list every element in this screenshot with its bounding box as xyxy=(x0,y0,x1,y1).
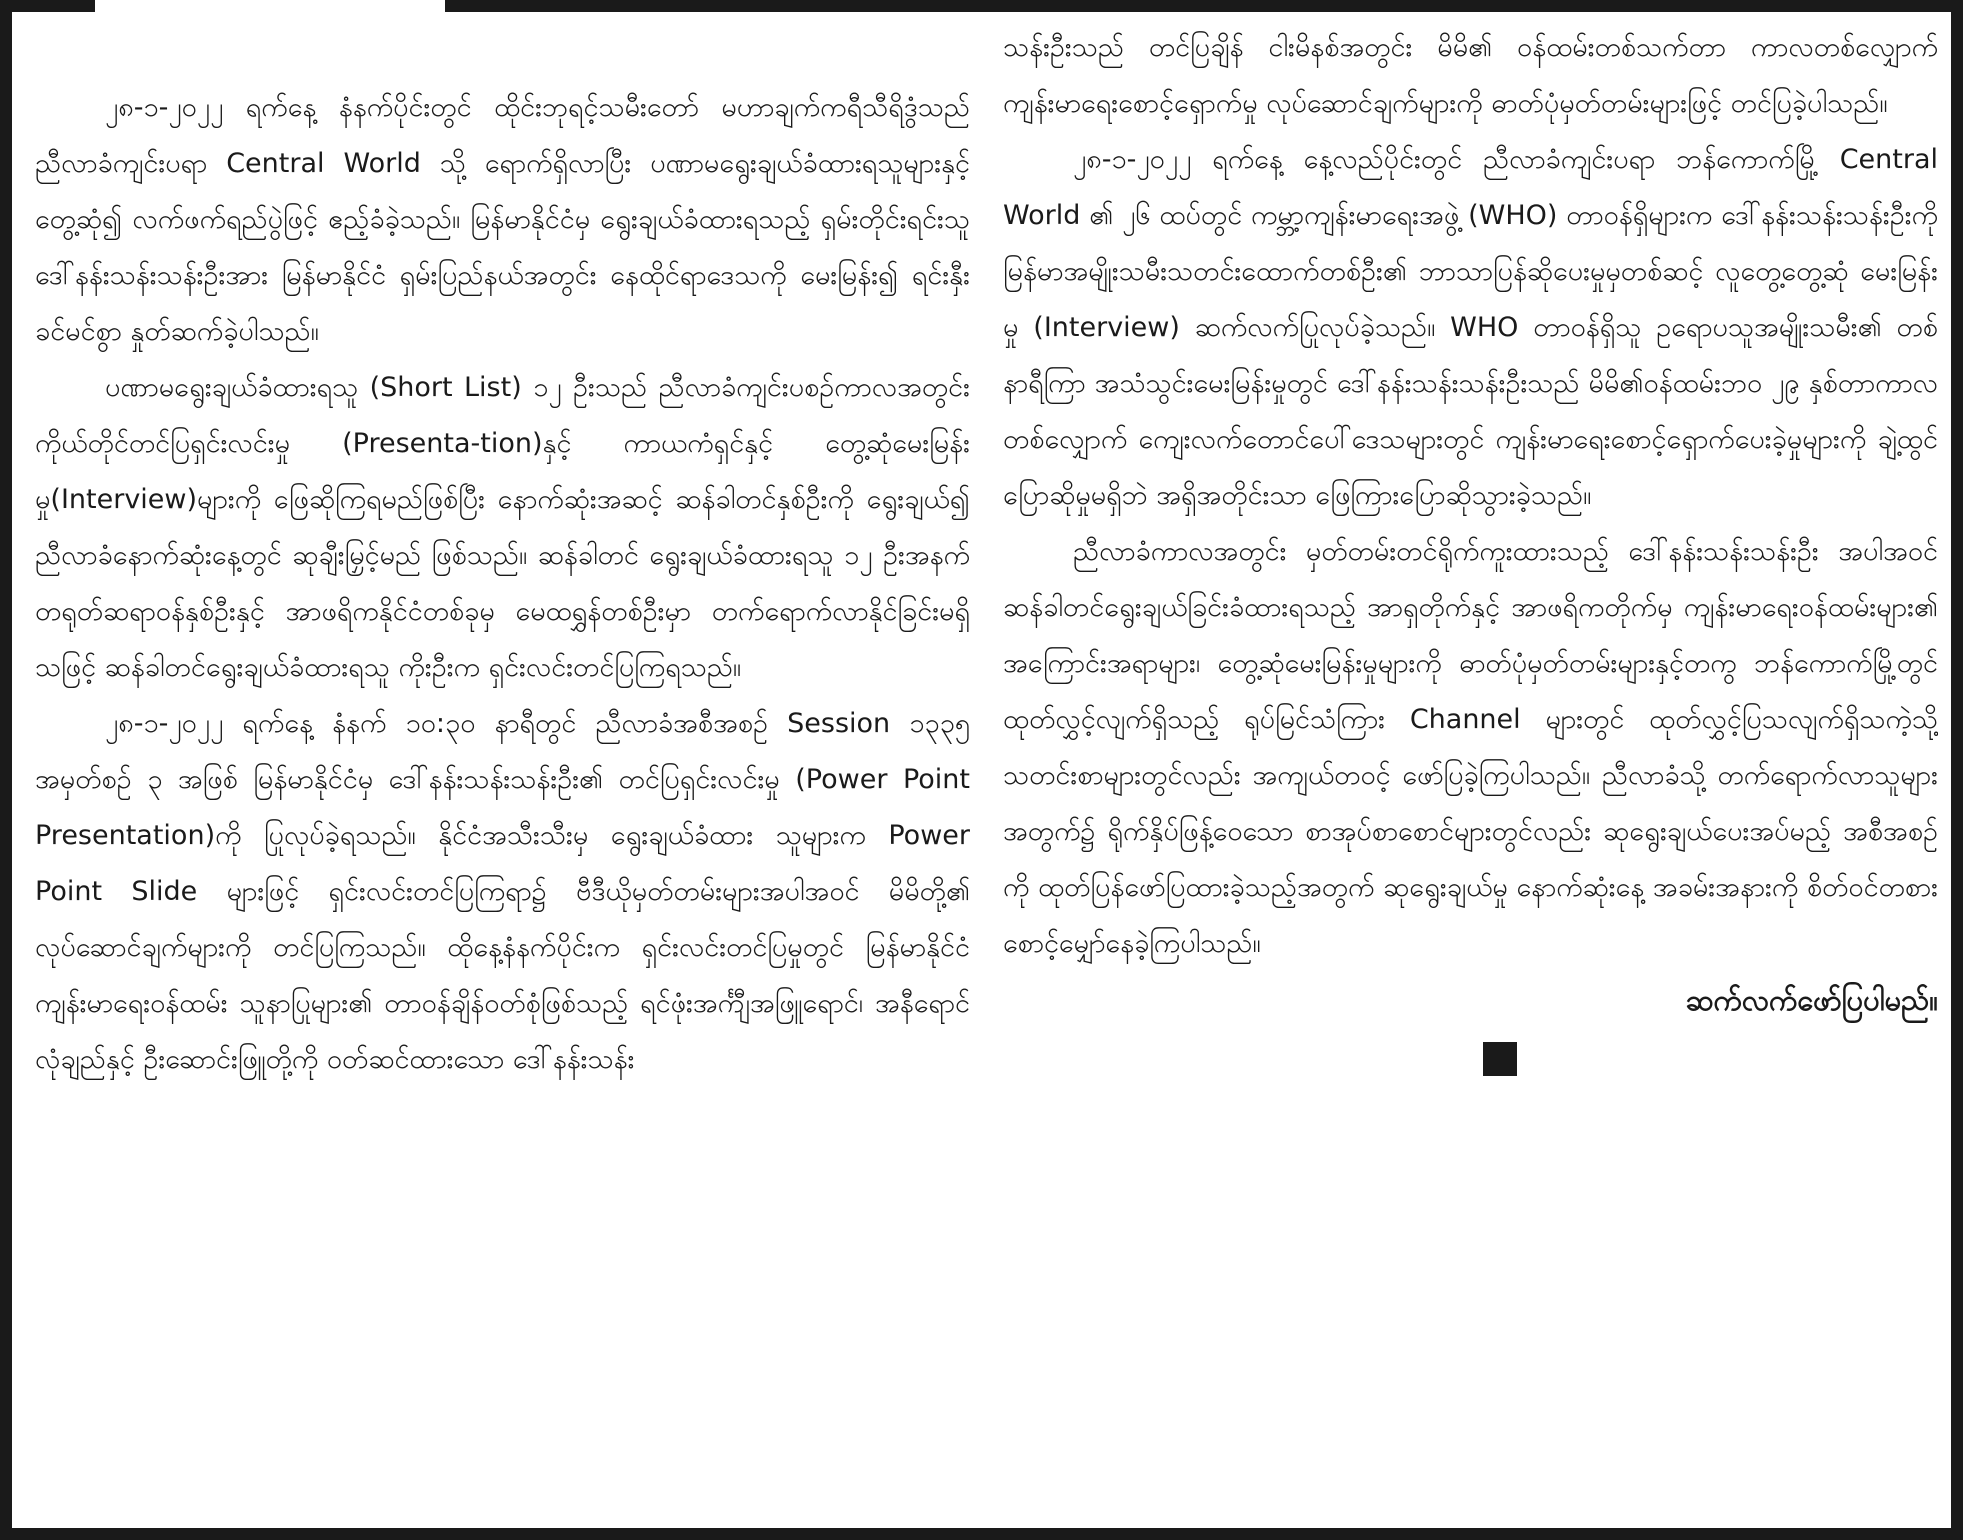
paragraph-3: ၂၈-၁-၂၀၂၂ ရက်နေ့ နံနက် ၁၀:၃၀ နာရီတွင် ညီလာခံအစီအစဉ် Session ၁၃၃၅ အမှတ်စဉ် ၃ အဖြစ် မြန်မာနိုင်ငံမှ ဒေါ်နန်းသန်းသန်းဦး၏ တင်ပြရှင်းလင်းမှု (Power Point Presentation)ကို ပြုလုပ်ခဲ့ရသည်။ နိုင်ငံအသီးသီးမှ ရွေးချယ်ခံထား သူများက Power Point Slide များဖြင့် ရှင်းလင်းတင်ပြကြရာ၌ ဗီဒီယိုမှတ်တမ်းများအပါအဝင် မိမိတို့၏ လုပ်ဆောင်ချက်များကို တင်ပြကြသည်။ ထိုနေ့နံနက်ပိုင်းက ရှင်းလင်းတင်ပြမှုတွင် မြန်မာနိုင်ငံကျန်းမာရေးဝန်ထမ်း သူနာပြုများ၏ တာဝန်ချိန်ဝတ်စုံဖြစ်သည့် ရင်ဖုံးအင်္ကျီအဖြူရောင်၊ အနီရောင်လုံချည်နှင့် ဦးဆောင်းဖြူတို့ကို ဝတ်ဆင်ထားသော ဒေါ်နန်းသန်း xyxy=(35,708,970,1075)
top-border-right xyxy=(445,0,1963,12)
right-column xyxy=(1003,20,1938,1510)
paragraph-2: ပဏာမရွေးချယ်ခံထားရသူ (Short List) ၁၂ ဦးသည် ညီလာခံကျင်းပစဉ်ကာလအတွင်း ကိုယ်တိုင်တင်ပြရှင်းလင်းမှု (Presenta-tion)နှင့် ကာယကံရှင်နှင့် တွေ့ဆုံမေးမြန်းမှု(Interview)များကို ဖြေဆိုကြရမည်ဖြစ်ပြီး နောက်ဆုံးအဆင့် ဆန်ခါတင်နှစ်ဦးကို ရွေးချယ်၍ ညီလာခံနောက်ဆုံးနေ့တွင် ဆုချီးမြှင့်မည် ဖြစ်သည်။ ဆန်ခါတင် ရွေးချယ်ခံထားရသူ ၁၂ ဦးအနက် တရုတ်ဆရာဝန်နှစ်ဦးနှင့် အာဖရိကနိုင်ငံတစ်ခုမှ မေထရွှန်တစ်ဦးမှာ တက်ရောက်လာနိုင်ခြင်းမရှိသဖြင့် ဆန်ခါတင်ရွေးချယ်ခံထားရသူ ကိုးဦးက ရှင်းလင်းတင်ပြကြရသည်။ xyxy=(35,372,970,683)
top-border-left xyxy=(0,0,95,12)
paragraph-6: ညီလာခံကာလအတွင်း မှတ်တမ်းတင်ရိုက်ကူးထားသည့် ဒေါ်နန်းသန်းသန်းဦး အပါအဝင် ဆန်ခါတင်ရွေးချယ်ခြင်းခံထားရသည့် အာရှတိုက်နှင့် အာဖရိကတိုက်မှ ကျန်းမာရေးဝန်ထမ်းများ၏ အကြောင်းအရာများ၊ တွေ့ဆုံမေးမြန်းမှုများကို ဓာတ်ပုံမှတ်တမ်းများနှင့်တကွ ဘန်ကောက်မြို့တွင် ထုတ်လွှင့်လျက်ရှိသည့် ရုပ်မြင်သံကြား Channel များတွင် ထုတ်လွှင့်ပြသလျက်ရှိသကဲ့သို့ သတင်းစာများတွင်လည်း အကျယ်တဝင့် ဖော်ပြခဲ့ကြပါသည်။ ညီလာခံသို့ တက်ရောက်လာသူများအတွက်၌ ရိုက်နှိပ်ဖြန့်ဝေသော စာအုပ်စာစောင်များတွင်လည်း ဆုရွေးချယ်ပေးအပ်မည့် အစီအစဉ်ကို ထုတ်ပြန်ဖော်ပြထားခဲ့သည့်အတွက် ဆုရွေးချယ်မှု နောက်ဆုံးနေ့ အခမ်းအနားကို စိတ်ဝင်တစား စောင့်မျှော်နေခဲ့ကြပါသည်။ xyxy=(1003,536,1938,959)
left-column xyxy=(35,80,970,1510)
paragraph-1: ၂၈-၁-၂၀၂၂ ရက်နေ့ နံနက်ပိုင်းတွင် ထိုင်းဘုရင့်သမီးတော် မဟာချက်ကရီသီရိဒွံသည် ညီလာခံကျင်းပရာ Central World သို့ ရောက်ရှိလာပြီး ပဏာမရွေးချယ်ခံထားရသူများနှင့် တွေ့ဆုံ၍ လက်ဖက်ရည်ပွဲဖြင့် ဧည့်ခံခဲ့သည်။ မြန်မာနိုင်ငံမှ ရွေးချယ်ခံထားရသည့် ရှမ်းတိုင်းရင်းသူ ဒေါ်နန်းသန်းသန်းဦးအား မြန်မာနိုင်ငံ ရှမ်းပြည်နယ်အတွင်း နေထိုင်ရာဒေသကို မေးမြန်း၍ ရင်းနှီးခင်မင်စွာ နှုတ်ဆက်ခဲ့ပါသည်။ xyxy=(35,92,970,347)
end-square-icon xyxy=(1483,1042,1517,1076)
paragraph-4: သန်းဦးသည် တင်ပြချိန် ငါးမိနစ်အတွင်း မိမိ၏ ဝန်ထမ်းတစ်သက်တာ ကာလတစ်လျှောက် ကျန်းမာရေးစောင့်ရှောက်မှု လုပ်ဆောင်ချက်များကို ဓာတ်ပုံမှတ်တမ်းများဖြင့် တင်ပြခဲ့ပါသည်။ xyxy=(1003,32,1938,119)
continued-note: ဆက်လက်ဖော်ပြပါမည်။ xyxy=(1685,983,1938,1017)
paragraph-5: ၂၈-၁-၂၀၂၂ ရက်နေ့ နေ့လည်ပိုင်းတွင် ညီလာခံကျင်းပရာ ဘန်ကောက်မြို့ Central World ၏ ၂၆ ထပ်တွင် ကမ္ဘာ့ကျန်းမာရေးအဖွဲ့ (WHO) တာဝန်ရှိများက ဒေါ်နန်းသန်းသန်းဦးကို မြန်မာအမျိုးသမီးသတင်းထောက်တစ်ဦး၏ ဘာသာပြန်ဆိုပေးမှုမှတစ်ဆင့် လူတွေ့တွေ့ဆုံ မေးမြန်းမှု (Interview) ဆက်လက်ပြုလုပ်ခဲ့သည်။ WHO တာဝန်ရှိသူ ဥရောပသူအမျိုးသမီး၏ တစ်နာရီကြာ အသံသွင်းမေးမြန်းမှုတွင် ဒေါ်နန်းသန်းသန်းဦးသည် မိမိ၏ဝန်ထမ်းဘဝ ၂၉ နှစ်တာကာလတစ်လျှောက် ကျေးလက်တောင်ပေါ်ဒေသများတွင် ကျန်းမာရေးစောင့်ရှောက်ပေးခဲ့မှုများကို ချဲ့ထွင်ပြောဆိုမှုမရှိဘဲ အရှိအတိုင်းသာ ဖြေကြားပြောဆိုသွားခဲ့သည်။ xyxy=(1003,144,1938,511)
